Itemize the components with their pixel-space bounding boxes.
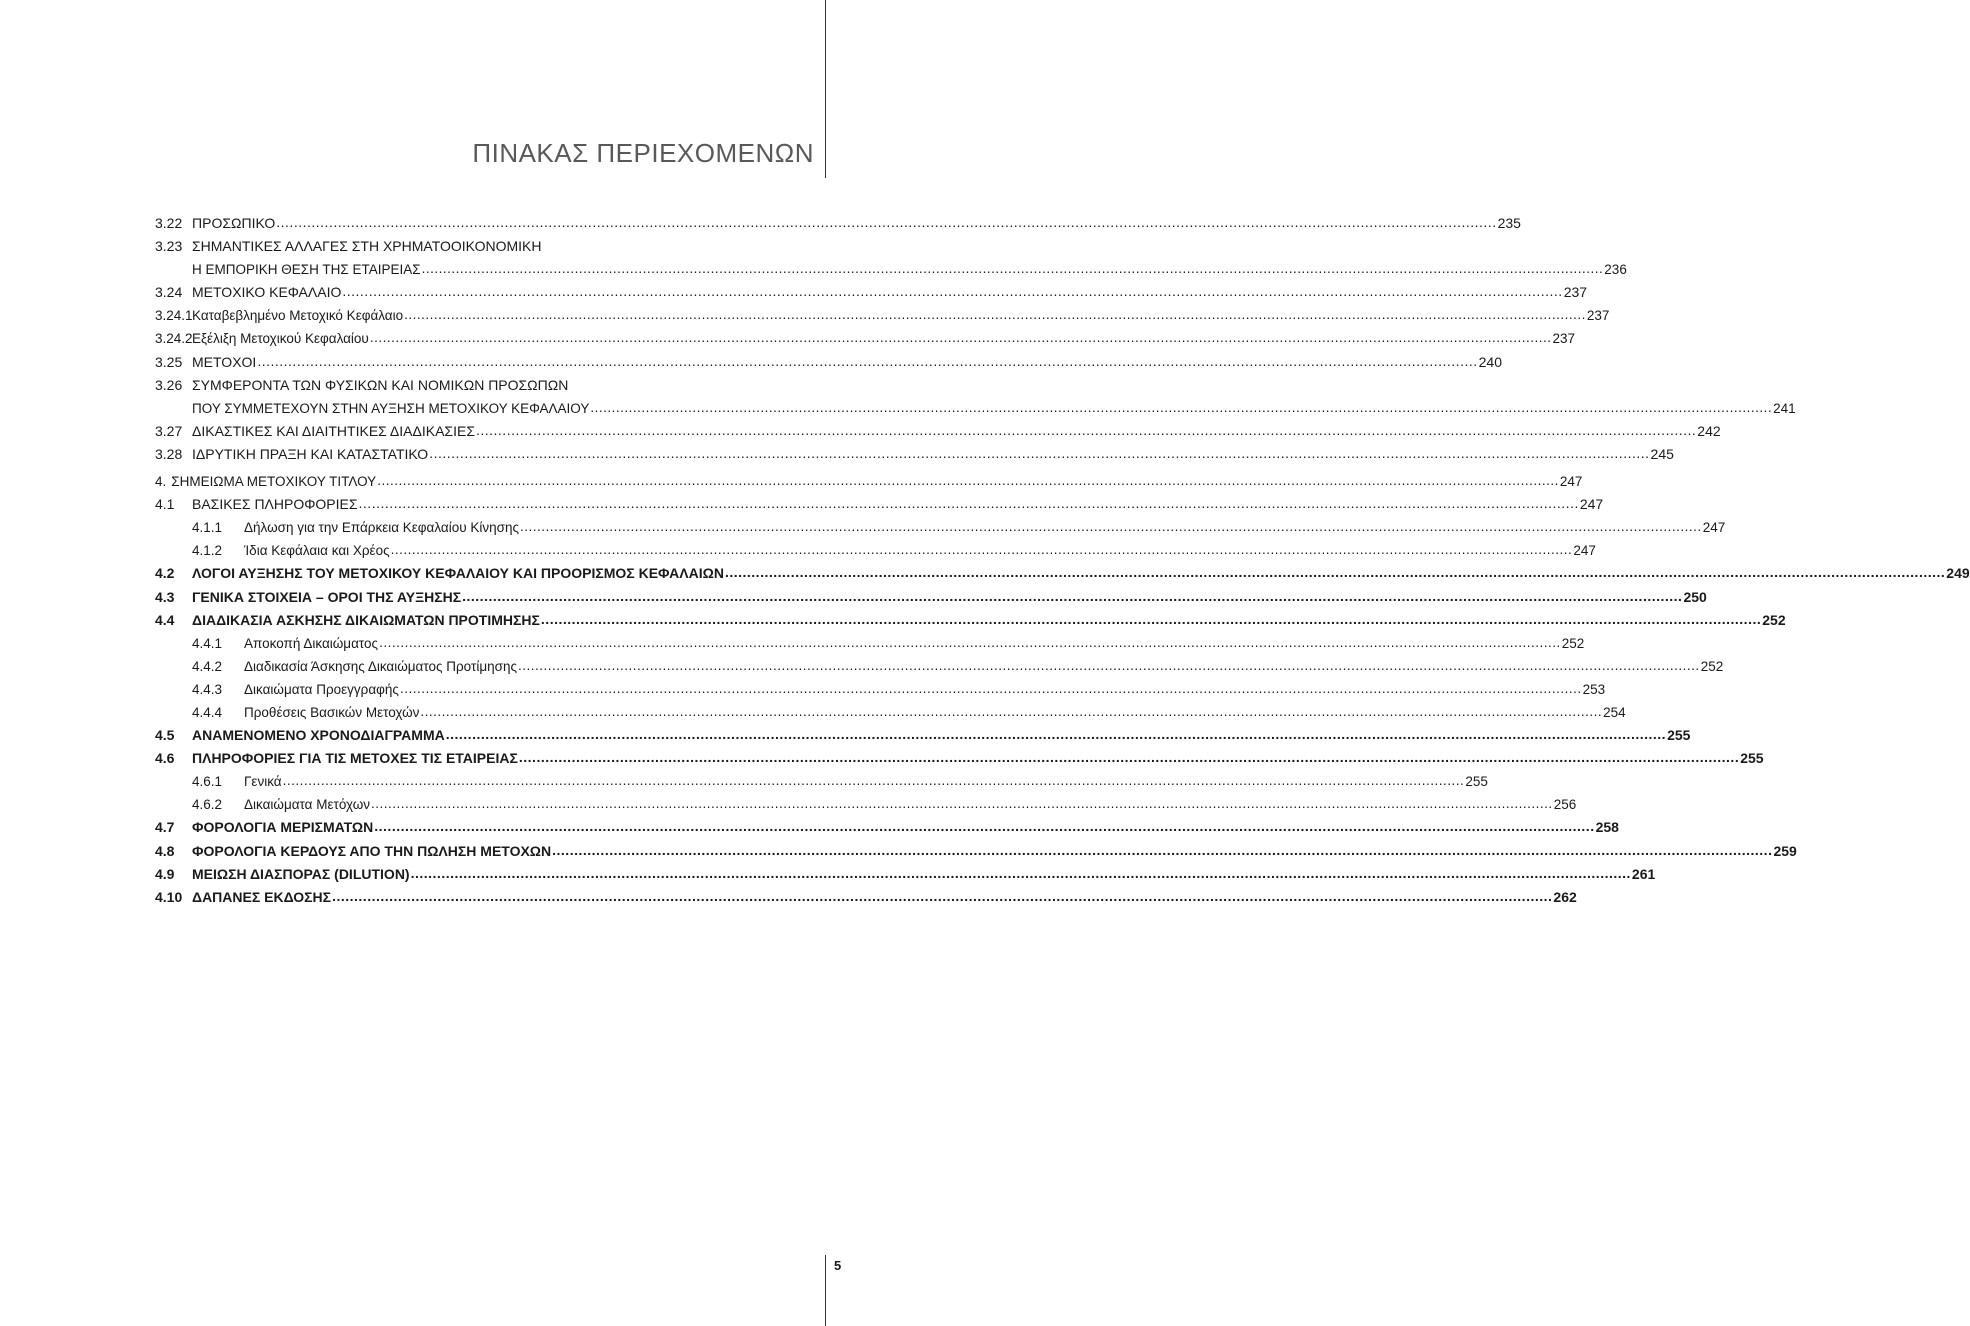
toc-entry-page: 259	[1773, 842, 1797, 859]
toc-entry[interactable]	[155, 374, 821, 397]
toc-entry[interactable]	[155, 539, 1596, 562]
toc-entry[interactable]	[155, 235, 821, 258]
toc-entry-title: ΠΛΗΡΟΦΟΡΙΕΣ ΓΙΑ ΤΙΣ ΜΕΤΟΧΕΣ ΤΙΣ ΕΤΑΙΡΕΙΑΣ	[192, 750, 518, 767]
toc-entry[interactable]	[155, 397, 1796, 420]
toc-entry[interactable]	[155, 562, 1970, 585]
toc-entry-title: Προθέσεις Βασικών Μετοχών	[244, 704, 420, 720]
toc-entry-title: Διαδικασία Άσκησης Δικαιώματος Προτίμησης	[244, 658, 517, 674]
toc-entry-title: Ίδια Κεφάλαια και Χρέος	[244, 543, 390, 559]
toc-entry-number: 3.25	[155, 353, 183, 370]
toc-entry-title: ΙΔΡΥΤΙΚΗ ΠΡΑΞΗ ΚΑΙ ΚΑΤΑΣΤΑΤΙΚΟ	[192, 445, 429, 462]
toc-entry[interactable]	[155, 443, 1674, 466]
toc-entry-number: 4.9	[155, 865, 175, 882]
toc-entry-page: 249	[1946, 565, 1970, 582]
toc-entry-number: 4.2	[155, 565, 175, 582]
toc-entry[interactable]	[155, 470, 1583, 493]
dot-leader	[257, 350, 1477, 373]
toc-entry-title: ΔΙΚΑΣΤΙΚΕΣ ΚΑΙ ΔΙΑΙΤΗΤΙΚΕΣ ΔΙΑΔΙΚΑΣΙΕΣ	[192, 422, 475, 439]
toc-entry-page: 235	[1497, 215, 1521, 231]
toc-entry[interactable]	[155, 420, 1721, 443]
toc-entry-page: 261	[1631, 865, 1656, 882]
dot-leader	[400, 677, 1582, 700]
toc-entry-number: 4.3	[155, 588, 175, 605]
toc-entry-title: ΑΝΑΜΕΝΟΜΕΝΟ ΧΡΟΝΟΔΙΑΓΡΑΜΜΑ	[192, 727, 445, 744]
toc-entry[interactable]	[155, 655, 1724, 678]
toc-entry-number: 4.1.1	[192, 520, 223, 536]
margin-rule-top	[825, 0, 826, 178]
toc-entry[interactable]	[155, 770, 1488, 793]
toc-entry-number: 4.4.3	[192, 681, 223, 697]
dot-leader	[541, 608, 1761, 631]
toc-entry-page: 237	[1552, 331, 1576, 347]
toc-entry-page: 250	[1683, 588, 1707, 605]
toc-entry-page: 237	[1563, 284, 1588, 301]
toc-entry[interactable]	[155, 493, 1604, 516]
toc-entry-page: 258	[1595, 819, 1619, 836]
toc-entry-page: 253	[1582, 681, 1606, 697]
dot-leader	[590, 396, 1772, 419]
toc-entry[interactable]	[155, 793, 1577, 816]
toc-entry-number: 4.6.2	[192, 797, 223, 813]
toc-entry-title: ΔΑΠΑΝΕΣ ΕΚΔΟΣΗΣ	[192, 888, 332, 905]
toc-entry-number: 4.1	[155, 496, 175, 513]
toc-entry-title: Καταβεβλημένο Μετοχικό Κεφάλαιο	[192, 308, 404, 324]
toc-entry-page: 256	[1553, 797, 1577, 813]
toc-entry-page: 255	[1667, 727, 1691, 744]
dot-leader	[420, 700, 1602, 723]
toc-entry-page: 247	[1573, 543, 1596, 559]
toc-entry[interactable]	[155, 281, 1588, 304]
toc-entry-title: ΣΗΜΕΙΩΜΑ ΜΕΤΟΧΙΚΟΥ ΤΙΤΛΟΥ	[171, 474, 377, 490]
dot-leader	[462, 585, 1682, 608]
toc-entry-number: 3.22	[155, 215, 183, 231]
toc-entry-title: ΛΟΓΟΙ ΑΥΞΗΣΗΣ ΤΟΥ ΜΕΤΟΧΙΚΟΥ ΚΕΦΑΛΑΙΟΥ ΚΑΙ ΠΡΟΟΡΙΣΜΟΣ ΚΕΦΑΛΑΙΩΝ	[192, 565, 724, 582]
dot-leader	[374, 815, 1594, 838]
toc-entry-page: 241	[1773, 400, 1796, 416]
toc-entry-title: ΠΡΟΣΩΠΙΚΟ	[192, 215, 276, 231]
toc-entry[interactable]	[155, 351, 1502, 374]
toc-entry-number: 3.26	[155, 376, 183, 393]
toc-entry[interactable]	[155, 840, 1797, 863]
toc-entry-title: Αποκοπή Δικαιώματος	[244, 635, 379, 651]
toc-entry-title: Δήλωση για την Επάρκεια Κεφαλαίου Κίνησης	[244, 520, 519, 536]
toc-entry-title: Γενικά	[244, 774, 282, 790]
toc-entry-title: ΠΟΥ ΣΥΜΜΕΤΕΧΟΥΝ ΣΤΗΝ ΑΥΞΗΣΗ ΜΕΤΟΧΙΚΟΥ ΚΕΦΑΛΑΙΟΥ	[192, 400, 590, 416]
toc-entry[interactable]	[155, 724, 1691, 747]
toc-entry-title: ΦΟΡΟΛΟΓΙΑ ΚΕΡΔΟΥΣ ΑΠΟ ΤΗΝ ΠΩΛΗΣΗ ΜΕΤΟΧΩΝ	[192, 842, 552, 859]
margin-rule-bottom	[825, 1255, 826, 1326]
dot-leader	[429, 442, 1649, 465]
toc-entry-title: ΓΕΝΙΚΑ ΣΤΟΙΧΕΙΑ – ΟΡΟΙ ΤΗΣ ΑΥΞΗΣΗΣ	[192, 588, 462, 605]
toc-entry-number: 4.4.1	[192, 635, 223, 651]
toc-entry[interactable]	[155, 609, 1786, 632]
toc-entry-page: 237	[1586, 308, 1610, 324]
dot-leader	[332, 885, 1552, 908]
dot-leader	[359, 492, 1579, 515]
dot-leader	[519, 746, 1739, 769]
toc-entry-title: ΜΕΤΟΧΟΙ	[192, 353, 257, 370]
table-of-contents	[155, 212, 1970, 909]
toc-entry[interactable]	[155, 747, 1764, 770]
toc-entry-title: ΜΕΙΩΣΗ ΔΙΑΣΠΟΡΑΣ (DILUTION)	[192, 865, 410, 882]
page-number: 5	[834, 1258, 842, 1273]
dot-leader	[342, 280, 1562, 303]
toc-entry-page: 262	[1553, 888, 1577, 905]
toc-entry[interactable]	[155, 632, 1585, 655]
toc-entry-number: 4.7	[155, 819, 175, 836]
toc-entry[interactable]	[155, 586, 1707, 609]
toc-entry-page: 252	[1561, 635, 1585, 651]
toc-entry-page: 247	[1702, 520, 1726, 536]
toc-entry-title: ΣΗΜΑΝΤΙΚΕΣ ΑΛΛΑΓΕΣ ΣΤΗ ΧΡΗΜΑΤΟΟΙΚΟΝΟΜΙΚΗ	[192, 238, 542, 255]
toc-entry[interactable]	[155, 304, 1610, 327]
toc-entry-page: 252	[1762, 611, 1786, 628]
toc-entry-number: 4.4	[155, 611, 175, 628]
dot-leader	[520, 515, 1702, 538]
toc-entry-number: 4.4.2	[192, 658, 223, 674]
dot-leader	[411, 862, 1631, 885]
dot-leader	[422, 257, 1604, 280]
toc-entry-page: 240	[1478, 353, 1502, 370]
toc-entry-number: 3.23	[155, 238, 183, 255]
toc-entry-number: 4.1.2	[192, 543, 223, 559]
toc-entry-number: 3.24	[155, 284, 183, 301]
toc-entry-number: 4.8	[155, 842, 175, 859]
toc-entry-page: 252	[1700, 658, 1724, 674]
toc-entry[interactable]	[155, 886, 1577, 909]
toc-entry[interactable]	[155, 816, 1619, 839]
toc-entry-number: 4.6	[155, 750, 175, 767]
toc-entry-number: 3.24.1	[155, 308, 193, 324]
toc-entry[interactable]	[155, 516, 1726, 539]
toc-entry-page: 236	[1604, 262, 1627, 278]
toc-entry-page: 255	[1740, 750, 1764, 767]
dot-leader	[518, 654, 1700, 677]
dot-leader	[446, 723, 1666, 746]
dot-leader	[725, 561, 1945, 584]
toc-entry-title: Εξέλιξη Μετοχικού Κεφαλαίου	[192, 331, 369, 347]
toc-entry-number: 3.24.2	[155, 331, 193, 347]
toc-entry-page: 247	[1579, 496, 1604, 513]
toc-entry-number: 3.27	[155, 422, 183, 439]
toc-entry-title: Δικαιώματα Μετόχων	[244, 797, 370, 813]
toc-entry-title: ΒΑΣΙΚΕΣ ΠΛΗΡΟΦΟΡΙΕΣ	[192, 496, 358, 513]
dot-leader	[377, 469, 1559, 492]
toc-entry-number: 3.28	[155, 445, 183, 462]
toc-entry[interactable]	[155, 258, 1627, 281]
dot-leader	[283, 769, 1465, 792]
dot-leader	[276, 211, 1496, 234]
toc-entry[interactable]	[155, 212, 1521, 235]
toc-entry-page: 254	[1603, 704, 1626, 720]
toc-entry[interactable]	[155, 327, 1576, 350]
dot-leader	[552, 839, 1772, 862]
toc-entry-title: Δικαιώματα Προεγγραφής	[244, 681, 399, 697]
toc-entry-title: ΜΕΤΟΧΙΚΟ ΚΕΦΑΛΑΙΟ	[192, 284, 342, 301]
toc-entry-page: 255	[1465, 774, 1488, 790]
dot-leader	[370, 326, 1552, 349]
page-title: ΠΙΝΑΚΑΣ ΠΕΡΙΕΧΟΜΕΝΩΝ	[472, 138, 814, 168]
toc-entry-number: 4.5	[155, 727, 175, 744]
toc-entry-page: 245	[1650, 445, 1674, 462]
dot-leader	[391, 538, 1573, 561]
toc-entry-number: 4.4.4	[192, 704, 223, 720]
toc-entry-title: ΣΥΜΦΕΡΟΝΤΑ ΤΩΝ ΦΥΣΙΚΩΝ ΚΑΙ ΝΟΜΙΚΩΝ ΠΡΟΣΩΠΩΝ	[192, 376, 569, 393]
toc-entry[interactable]	[155, 701, 1626, 724]
dot-leader	[476, 419, 1696, 442]
dot-leader	[371, 792, 1553, 815]
dot-leader	[379, 631, 1561, 654]
toc-entry[interactable]	[155, 678, 1606, 701]
toc-entry-title: ΦΟΡΟΛΟΓΙΑ ΜΕΡΙΣΜΑΤΩΝ	[192, 819, 374, 836]
toc-entry[interactable]	[155, 863, 1656, 886]
toc-entry-title: Η ΕΜΠΟΡΙΚΗ ΘΕΣΗ ΤΗΣ ΕΤΑΙΡΕΙΑΣ	[192, 262, 421, 278]
dot-leader	[404, 303, 1586, 326]
toc-entry-page: 242	[1697, 422, 1721, 439]
toc-entry-number: 4.	[155, 474, 167, 490]
toc-entry-page: 247	[1559, 474, 1583, 490]
toc-entry-number: 4.10	[155, 888, 183, 905]
toc-entry-number: 4.6.1	[192, 774, 223, 790]
toc-entry-title: ΔΙΑΔΙΚΑΣΙΑ ΑΣΚΗΣΗΣ ΔΙΚΑΙΩΜΑΤΩΝ ΠΡΟΤΙΜΗΣΗΣ	[192, 611, 540, 628]
